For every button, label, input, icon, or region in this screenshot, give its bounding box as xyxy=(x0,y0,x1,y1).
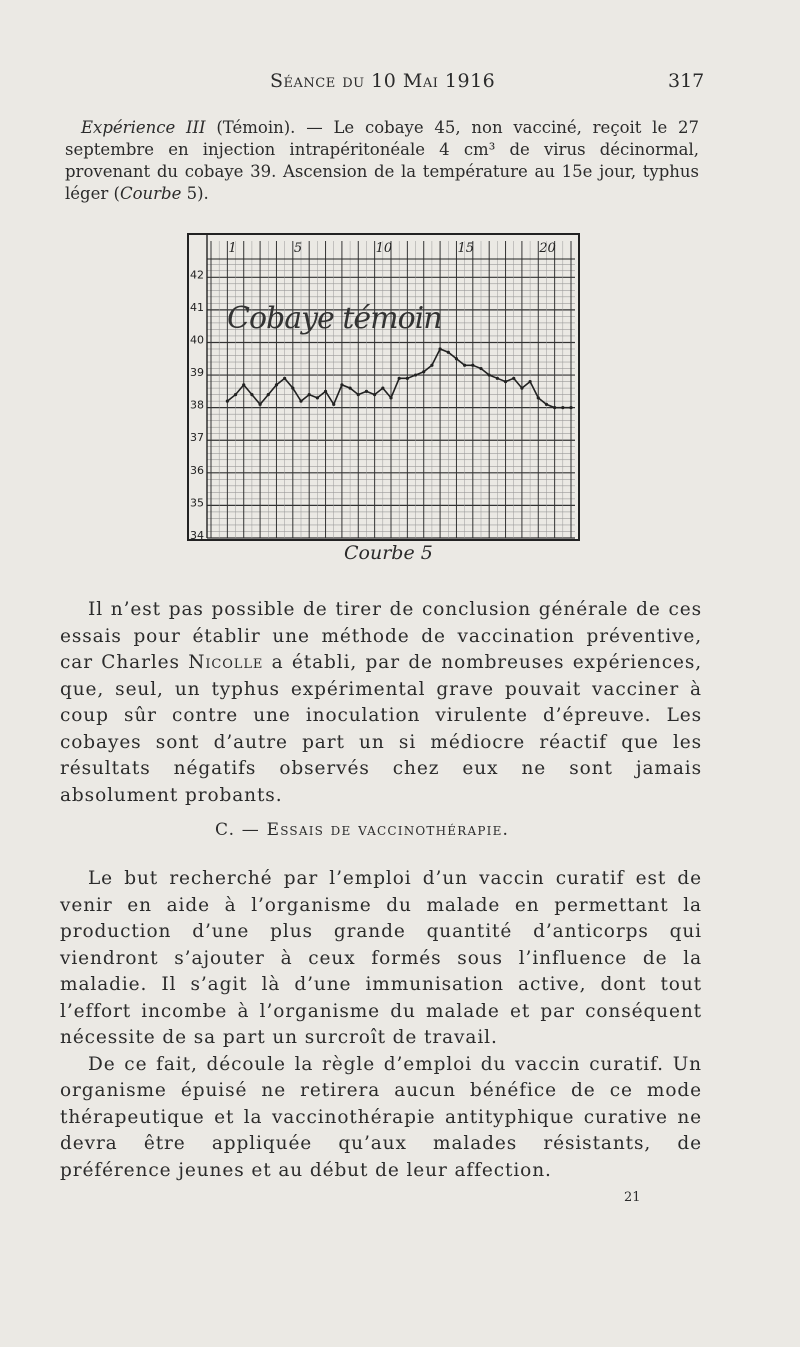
paragraph-conclusion-end: a établi, par de nombreuses expériences, que, seul, un typhus expérimental grave pouvait vacciner à coup sûr contre une inoculation virulente d’épreuve. Les cobayes sont d’autre part un si médiocre réactif que les résultats négatifs observés chez eux ne sont jamais absolument probants. xyxy=(60,652,702,806)
y-tick-label: 39 xyxy=(190,366,204,380)
temperature-point xyxy=(553,406,556,409)
paragraph-conclusion-start: Il n’est pas possible de tirer de conclusion générale de ces essais pour établir une méthode de vaccination préventive, car Charles xyxy=(60,599,702,673)
y-tick-label: 36 xyxy=(190,463,204,477)
temperature-point xyxy=(389,396,392,399)
temperature-point xyxy=(275,383,278,386)
paragraph-rule: De ce fait, découle la règle d’emploi du vaccin curatif. Un organisme épuisé ne retirera aucun bénéfice de ce mode thérapeutique et la vaccinothérapie antityphique curative ne devra être appliquée qu’aux malades résistants, de préférence jeunes et au début de leur affection. xyxy=(60,1053,702,1181)
temperature-point xyxy=(283,377,286,380)
temperature-point xyxy=(324,390,327,393)
chart-caption: Courbe 5 xyxy=(344,542,433,564)
page-number: 317 xyxy=(668,70,705,92)
y-tick-label: 37 xyxy=(190,431,204,445)
y-tick-label: 34 xyxy=(190,529,204,542)
author-name: Nicolle xyxy=(188,652,264,673)
temperature-chart xyxy=(187,233,580,543)
temperature-point xyxy=(340,383,343,386)
temperature-point xyxy=(520,386,523,389)
section-heading: C. — Essais de vaccinothérapie. xyxy=(215,820,510,840)
temperature-point xyxy=(430,364,433,367)
temperature-point xyxy=(537,396,540,399)
temperature-point xyxy=(267,393,270,396)
x-tick-label: 20 xyxy=(539,241,556,256)
y-tick-label: 42 xyxy=(190,268,204,282)
chart-title: Cobaye témoin xyxy=(227,301,442,336)
temperature-point xyxy=(299,400,302,403)
temperature-point xyxy=(471,364,474,367)
temperature-point xyxy=(414,373,417,376)
temperature-point xyxy=(422,370,425,373)
temperature-point xyxy=(496,377,499,380)
temperature-point xyxy=(438,347,441,350)
temperature-point xyxy=(561,406,564,409)
temperature-point xyxy=(332,403,335,406)
temperature-point xyxy=(463,364,466,367)
temperature-point xyxy=(308,393,311,396)
temperature-point xyxy=(258,403,261,406)
temperature-point xyxy=(357,393,360,396)
temperature-point xyxy=(226,400,229,403)
temperature-point xyxy=(488,373,491,376)
paragraph-conclusion xyxy=(60,597,702,809)
experiment-label: Expérience III xyxy=(81,118,206,137)
x-tick-label: 5 xyxy=(293,241,303,256)
x-tick-label: 1 xyxy=(228,241,237,256)
temperature-point xyxy=(348,386,351,389)
signature-mark: 21 xyxy=(624,1190,641,1205)
temperature-point xyxy=(455,357,458,360)
temperature-point xyxy=(528,380,531,383)
temperature-point xyxy=(373,393,376,396)
chart-svg xyxy=(187,233,580,543)
running-head: Séance du 10 Mai 1916 xyxy=(270,70,496,92)
x-tick-label: 10 xyxy=(375,241,393,256)
x-tick-label: 15 xyxy=(457,241,475,256)
curve-citation: Courbe xyxy=(119,184,182,203)
experiment-text: (Témoin). — Le cobaye 45, non vacciné, reçoit le 27 septembre en injection intrapéritonéale 4 cm³ de virus décinormal, provenant du cobaye 39. Ascension de la température au 15e jour, typhus léger ( xyxy=(65,118,699,203)
temperature-point xyxy=(545,403,548,406)
temperature-point xyxy=(250,393,253,396)
temperature-point xyxy=(569,406,572,409)
y-tick-label: 40 xyxy=(190,333,204,347)
experiment-description xyxy=(65,117,699,205)
temperature-point xyxy=(398,377,401,380)
temperature-point xyxy=(234,393,237,396)
section-body xyxy=(60,866,702,1184)
temperature-point xyxy=(291,386,294,389)
temperature-point xyxy=(242,383,245,386)
temperature-point xyxy=(381,386,384,389)
curve-citation-tail: 5). xyxy=(181,184,209,203)
y-tick-label: 41 xyxy=(190,300,204,314)
temperature-point xyxy=(316,396,319,399)
y-tick-label: 35 xyxy=(190,496,204,510)
temperature-point xyxy=(406,377,409,380)
y-tick-label: 38 xyxy=(190,398,204,412)
temperature-point xyxy=(479,367,482,370)
temperature-point xyxy=(512,377,515,380)
temperature-point xyxy=(504,380,507,383)
paragraph-purpose: Le but recherché par l’emploi d’un vaccin curatif est de venir en aide à l’organisme du malade en permettant la production d’une plus grande quantité d’anticorps qui viendront s’ajouter à ceux formés sous l’influence de la maladie. Il s’agit là d’une immunisation active, dont tout l’effort incombe à l’organisme du malade et par conséquent nécessite de sa part un surcroît de travail. xyxy=(60,868,702,1048)
temperature-point xyxy=(447,351,450,354)
temperature-point xyxy=(365,390,368,393)
